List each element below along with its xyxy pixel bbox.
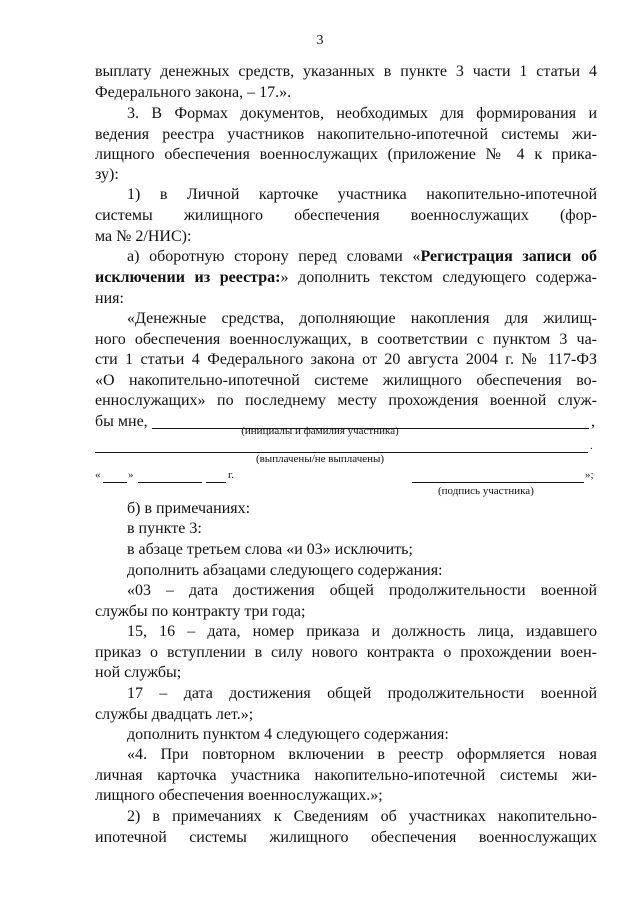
text-line <box>127 247 597 267</box>
text-line: «О накопительно-ипотечной системе жилищного обеспечения во- <box>95 372 597 389</box>
text-line: 17 – дата достижения общей продолжительности военной <box>127 685 597 702</box>
text-line: в пункте 3: <box>127 520 202 537</box>
text-line: Федерального закона, – 17.». <box>95 84 292 101</box>
text-line: 1) в Личной карточке участника накопительно-ипотечной <box>127 186 597 203</box>
text-line: ма № 2/НИС): <box>95 228 192 245</box>
line-end-dot: . <box>590 440 593 452</box>
text-run: а) оборотную сторону перед словами « <box>127 248 421 265</box>
date-year-suffix: г. <box>228 469 235 481</box>
text-line: личная карточка участника накопительно-ипотечной системы жи- <box>95 767 597 784</box>
bold-text: Регистрация записи об <box>420 248 597 265</box>
text-line: системы жилищного обеспечения военнослужащих (фор- <box>95 207 597 224</box>
text-line: лищного обеспечения военнослужащих (приложение № 4 к прика- <box>95 146 597 163</box>
text-line: ведения реестра участников накопительно-ипотечной системы жи- <box>95 126 597 143</box>
text-line: дополнить пунктом 4 следующего содержания: <box>127 726 449 743</box>
text-line: зу): <box>95 166 119 183</box>
caption-signature: (подпись участника) <box>438 485 534 497</box>
text-line: сти 1 статьи 4 Федерального закона от 20 августа 2004 г. № 117-ФЗ <box>95 351 597 368</box>
text-line: «03 – дата достижения общей продолжительности военной <box>127 582 597 599</box>
text-line: службы двадцать лет.»; <box>95 706 254 723</box>
signature-close: »; <box>585 469 594 481</box>
date-day-line <box>103 482 127 483</box>
text-line: б) в примечаниях: <box>127 500 251 517</box>
text-line: приказ о вступлении в силу нового контракта о прохождении воен- <box>95 644 597 661</box>
date-close-quote: » <box>128 469 134 481</box>
text-line: ной службы; <box>95 664 182 681</box>
caption-initials: (инициалы и фамилия участника) <box>241 425 399 437</box>
text-line: дополнить абзацами следующего содержания: <box>127 562 443 579</box>
text-line: выплату денежных средств, указанных в пункте 3 части 1 статьи 4 <box>95 63 597 80</box>
date-open-quote: « <box>95 469 101 481</box>
text-line: 2) в примечаниях к Сведениям об участниках накопительно- <box>127 808 597 825</box>
text-line: лищного обеспечения военнослужащих.»; <box>95 787 383 804</box>
text-line: службы по контракту три года; <box>95 603 306 620</box>
text-line: «Денежные средства, дополняющие накопления для жилищ- <box>127 310 597 327</box>
text-line: 3. В Формах документов, необходимых для формирования и <box>127 105 597 122</box>
page-number: 3 <box>316 33 324 48</box>
text-line: в абзаце третьем слова «и 03» исключить; <box>127 541 413 558</box>
text-run: » дополнить текстом следующего содержа- <box>280 269 597 286</box>
line-end-comma: , <box>591 413 595 430</box>
bold-text: исключении из реестра: <box>95 269 281 286</box>
text-line: еннослужащих» по последнему месту прохождения военной служ- <box>95 392 597 409</box>
date-month-line <box>138 482 202 483</box>
text-line: ипотечной системы жилищного обеспечения военнослужащих <box>95 829 597 846</box>
caption-paid: (выплачены/не выплачены) <box>255 453 385 465</box>
signature-line <box>412 482 584 483</box>
text-line: бы мне, <box>95 413 148 430</box>
text-line: «4. При повторном включении в реестр оформляется новая <box>127 746 597 763</box>
text-line: ного обеспечения военнослужащих, в соответствии с пунктом 3 ча- <box>95 331 597 348</box>
date-year-line <box>206 482 226 483</box>
text-line <box>95 268 597 288</box>
text-line: ния: <box>95 290 124 307</box>
text-line: 15, 16 – дата, номер приказа и должность лица, издавшего <box>127 623 597 640</box>
